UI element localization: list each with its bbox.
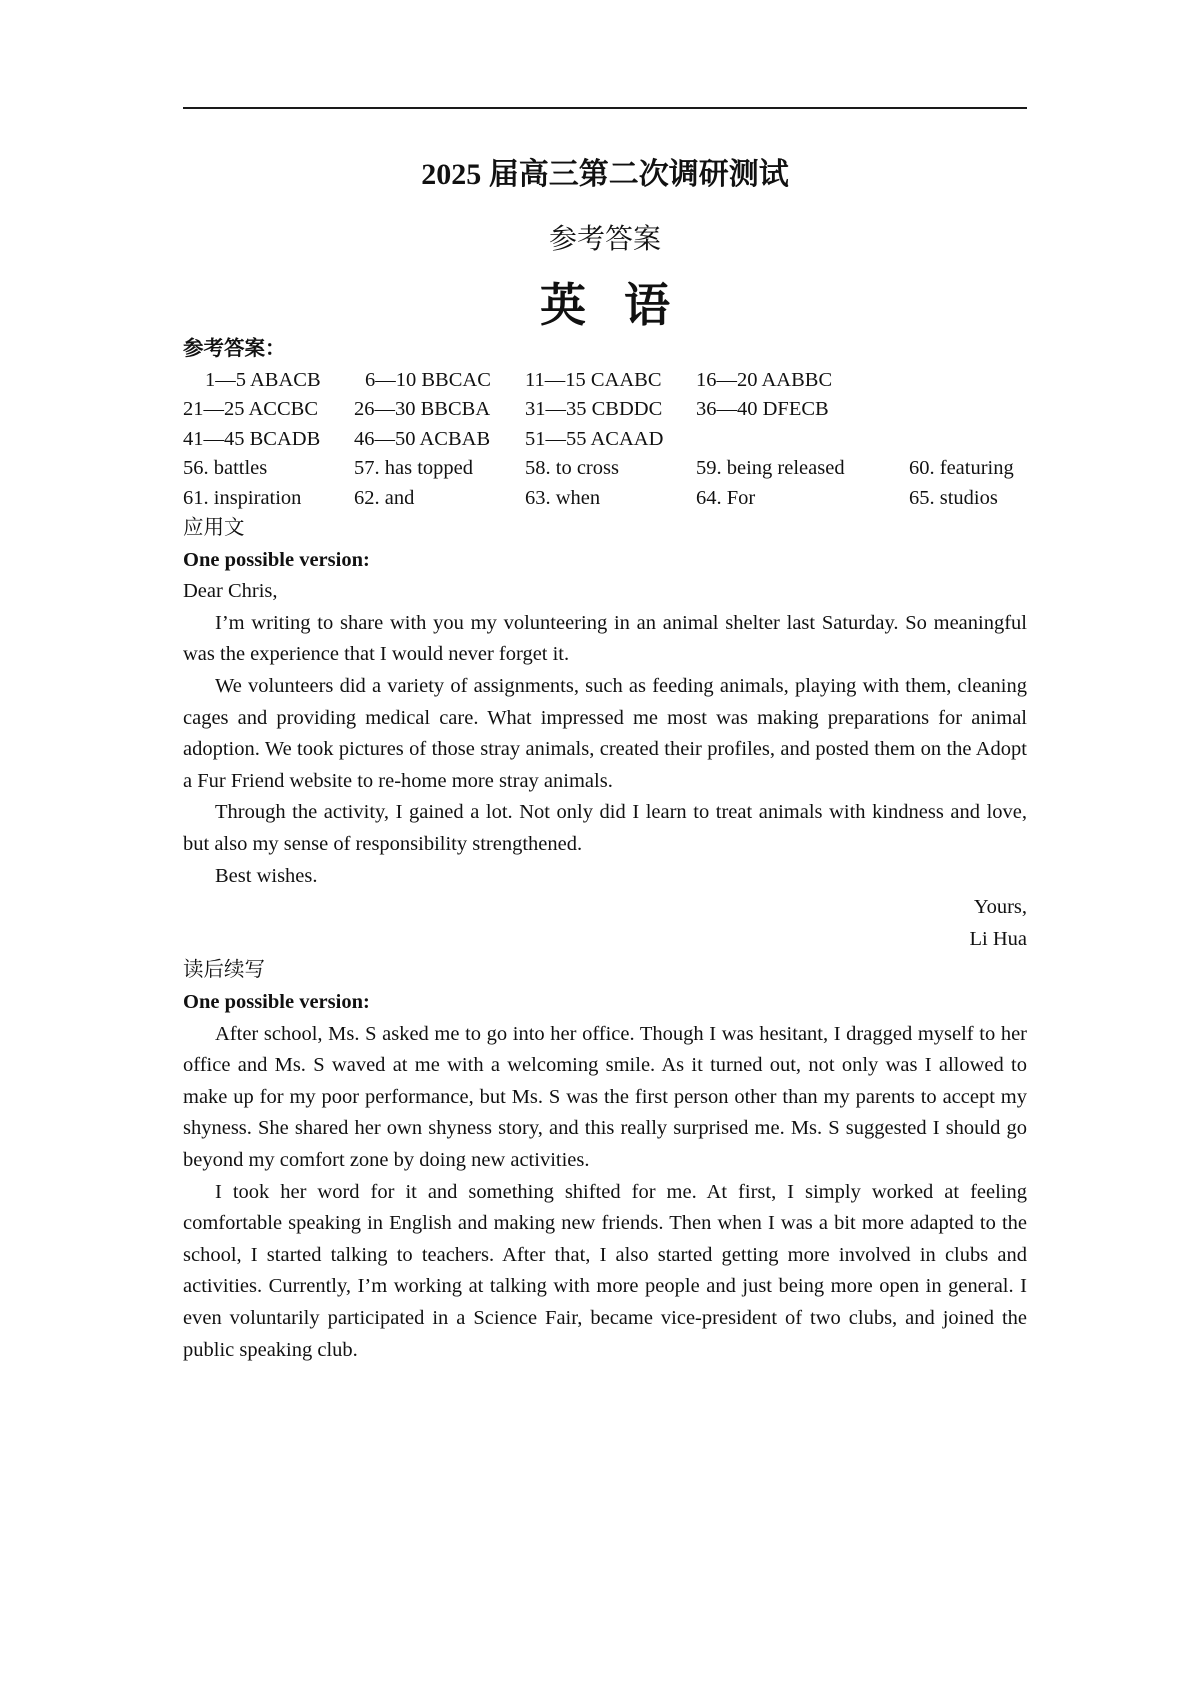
- answer-cell: [696, 425, 909, 455]
- subject-title: 英语: [540, 280, 708, 331]
- answer-cell: 6—10 BBCAC: [365, 368, 491, 391]
- answer-cell: [909, 425, 1027, 455]
- continuation-writing-section: [183, 955, 1027, 1366]
- letter-paragraph: We volunteers did a variety of assignments, such as feeding animals, playing with them, cleaning cages and providing medical care. What impressed me most was making preparations for animal adoption. We took pictures of those stray animals, created their profiles, and posted them on the Adopt a Fur Friend website to re-home more stray animals.: [183, 675, 1027, 792]
- answer-cell: 31—35 CBDDC: [525, 398, 663, 421]
- continuation-writing-heading: 读后续写: [183, 959, 265, 982]
- letter-closing: Yours,: [973, 896, 1027, 919]
- answer-cell: 62. and: [354, 486, 415, 509]
- answer-cell: 57. has topped: [354, 457, 473, 480]
- version-label: One possible version:: [183, 548, 370, 571]
- header-divider: [183, 107, 1027, 109]
- answer-cell: 36—40 DFECB: [696, 398, 829, 421]
- version-label: One possible version:: [183, 991, 370, 1013]
- practical-writing-section: [183, 513, 1027, 955]
- answers-grid: [183, 366, 1027, 514]
- answer-cell: 60. featuring: [909, 457, 1014, 480]
- answer-cell: 11—15 CAABC: [525, 368, 662, 391]
- letter-paragraph: Best wishes.: [215, 864, 318, 887]
- letter-signature: Li Hua: [969, 927, 1027, 950]
- answer-cell: 58. to cross: [525, 457, 619, 480]
- answer-cell: [909, 395, 1027, 425]
- answers-section: [183, 334, 1027, 513]
- story-paragraph: After school, Ms. S asked me to go into her office. Though I was hesitant, I dragged myself to her office and Ms. S waved at me with a welcoming smile. As it turned out, not only was I allowed to make up for my poor performance, but Ms. S was the first person other than my parents to accept my shyness. She shared her own shyness story, and this really surprised me. Ms. S suggested I should go beyond my comfort zone by doing new activities.: [183, 1022, 1027, 1171]
- answer-cell: 16—20 AABBC: [696, 368, 833, 391]
- letter-paragraph: I’m writing to share with you my volunteering in an animal shelter last Saturday. So meaningful was the experience that I would never forget it.: [183, 611, 1027, 666]
- answer-cell: 26—30 BBCBA: [354, 398, 491, 421]
- answer-cell: 61. inspiration: [183, 486, 302, 509]
- answer-cell: 65. studios: [909, 486, 998, 509]
- answer-cell: [909, 366, 1027, 396]
- answer-cell: 63. when: [525, 486, 601, 509]
- answers-heading: 参考答案：: [183, 338, 286, 360]
- answer-cell: 1—5 ABACB: [205, 368, 321, 391]
- exam-title: 2025 届高三第二次调研测试: [421, 158, 789, 191]
- story-paragraph: I took her word for it and something shifted for me. At first, I simply worked at feeling comfortable speaking in English and making new friends. Then when I was a bit more adapted to the school, I started talking to teachers. After that, I also started getting more involved in clubs and activities. Currently, I’m working at talking with more people and just being more open in general. I even voluntarily participated in a Science Fair, became vice-president of two clubs, and joined the public speaking club.: [183, 1180, 1027, 1361]
- answer-cell: 41—45 BCADB: [183, 427, 321, 450]
- answer-cell: 56. battles: [183, 457, 268, 480]
- exam-subtitle: 参考答案: [548, 224, 661, 255]
- document-body: [183, 334, 1027, 1366]
- answer-cell: 64. For: [696, 486, 756, 509]
- letter-paragraph: Through the activity, I gained a lot. Not only did I learn to treat animals with kindness and love, but also my sense of responsibility strengthened.: [183, 801, 1027, 856]
- answer-cell: 51—55 ACAAD: [525, 427, 664, 450]
- answer-cell: 21—25 ACCBC: [183, 398, 318, 421]
- answer-cell: 59. being released: [696, 457, 845, 480]
- answer-cell: 46—50 ACBAB: [354, 427, 491, 450]
- letter-salutation: Dear Chris,: [183, 580, 278, 603]
- practical-writing-heading: 应用文: [183, 517, 245, 540]
